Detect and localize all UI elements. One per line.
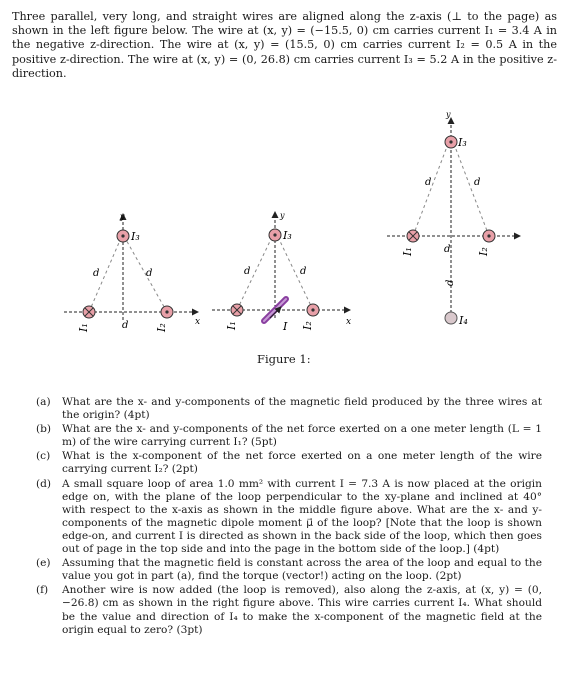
left-figure <box>64 212 200 333</box>
problem-intro: Three parallel, very long, and straight wires are aligned along the z-axis (⊥ to the page) as shown in the left figure below. The wire at (x, y) = (−15.5, 0) cm carries current I₁ = 3.4 A in the negative z-direction. The wire at (x, y) = (15.5, 0) cm carries current I₂ = 0.5 A in the positive z-direction. The wire at (x, y) = (0, 26.8) cm carries current I₃ = 5.2 A in the positive z-direction. <box>12 10 557 80</box>
label-d-middle-2: d <box>300 266 307 277</box>
question-label: (a) <box>36 396 51 408</box>
wire-I1-middle <box>231 304 243 316</box>
wire-I1-right <box>407 230 419 242</box>
label-d-right-3: d <box>444 244 451 255</box>
label-I1-right: I₁ <box>401 247 414 256</box>
wire-I3-middle <box>269 229 281 241</box>
question-label: (b) <box>36 423 52 436</box>
question-text: What is the x-component of the net force exerted on a one meter length of the wire carrying current I₂? (2pt) <box>62 450 542 476</box>
question-text: A small square loop of area 1.0 mm² with current I = 7.3 A is now placed at the origin edge on, with the plane of the loop perpendicular to the xy-plane and inclined at 40° with respect to the x-axis as shown in the middle figure above. What are the x- and y-components of the magnetic dipole moment μ⃗ of the loop? [Note that the loop is shown edge-on, and current I is directed as shown in the back side of the loop, which then goes out of page in the top side and into the page in the bottom side of the loop.] (4pt) <box>62 477 542 556</box>
label-I3-middle: I₃ <box>283 229 292 242</box>
question-label: (f) <box>36 584 49 597</box>
label-d-left-3: d <box>122 320 129 331</box>
figure-caption: Figure 1: <box>257 352 311 366</box>
wire-I4-right <box>445 312 457 324</box>
middle-figure <box>212 211 351 333</box>
left-y-label: y <box>120 212 125 221</box>
label-d-left-2: d <box>146 268 153 279</box>
question-a <box>36 396 542 422</box>
wire-I1-left <box>83 306 95 318</box>
label-d-right-4: d <box>445 279 456 286</box>
wire-I2-middle <box>307 304 319 316</box>
label-d-middle-1: d <box>244 266 251 277</box>
middle-x-label: x <box>346 317 352 327</box>
label-I2-left: I₂ <box>155 323 168 332</box>
label-d-right-1: d <box>425 177 432 188</box>
wire-I2-left <box>161 306 173 318</box>
label-I3-right: I₃ <box>458 136 467 149</box>
label-I1-middle: I₁ <box>225 321 238 330</box>
question-text: What are the x- and y-components of the net force exerted on a one meter length (L = 1 m) of the wire carrying current I₁? (5pt) <box>62 423 542 449</box>
right-y-label: y <box>446 110 451 119</box>
label-I1-left: I₁ <box>77 323 90 332</box>
label-d-right-2: d <box>474 177 481 188</box>
label-I2-right: I₂ <box>477 247 490 256</box>
question-b <box>36 423 542 449</box>
wire-I2-right <box>483 230 495 242</box>
question-d <box>36 478 542 557</box>
question-f <box>36 584 542 636</box>
question-label: (e) <box>36 557 51 570</box>
label-d-left-1: d <box>93 268 100 279</box>
label-I2-middle: I₂ <box>301 321 314 330</box>
middle-y-label: y <box>280 211 285 220</box>
label-loop-current: I <box>283 320 288 333</box>
question-c <box>36 450 542 476</box>
label-I4-right: I₄ <box>459 314 468 327</box>
question-text: Another wire is now added (the loop is removed), also along the z-axis, at (x, y) = (0, −26.8) cm as shown in the right figure above. This wire carries current I₄. What should be the value and direction of I₄ to make the x-component of the magnetic field at the origin equal to zero? (3pt) <box>62 584 542 636</box>
question-e <box>36 557 542 583</box>
wire-I3-left <box>117 230 129 242</box>
question-label: (d) <box>36 477 52 490</box>
wire-I3-right <box>445 136 457 148</box>
left-x-label: x <box>195 317 201 327</box>
question-text: What are the x- and y-components of the magnetic field produced by the three wires at the origin? (4pt) <box>62 396 542 422</box>
right-figure <box>387 110 520 327</box>
question-list <box>36 396 542 638</box>
label-I3-left: I₃ <box>131 230 140 243</box>
figure-1 <box>0 90 572 380</box>
question-label: (c) <box>36 450 51 463</box>
question-text: Assuming that the magnetic field is constant across the area of the loop and equal to the value you got in part (a), find the torque (vector!) acting on the loop. (2pt) <box>62 557 542 583</box>
